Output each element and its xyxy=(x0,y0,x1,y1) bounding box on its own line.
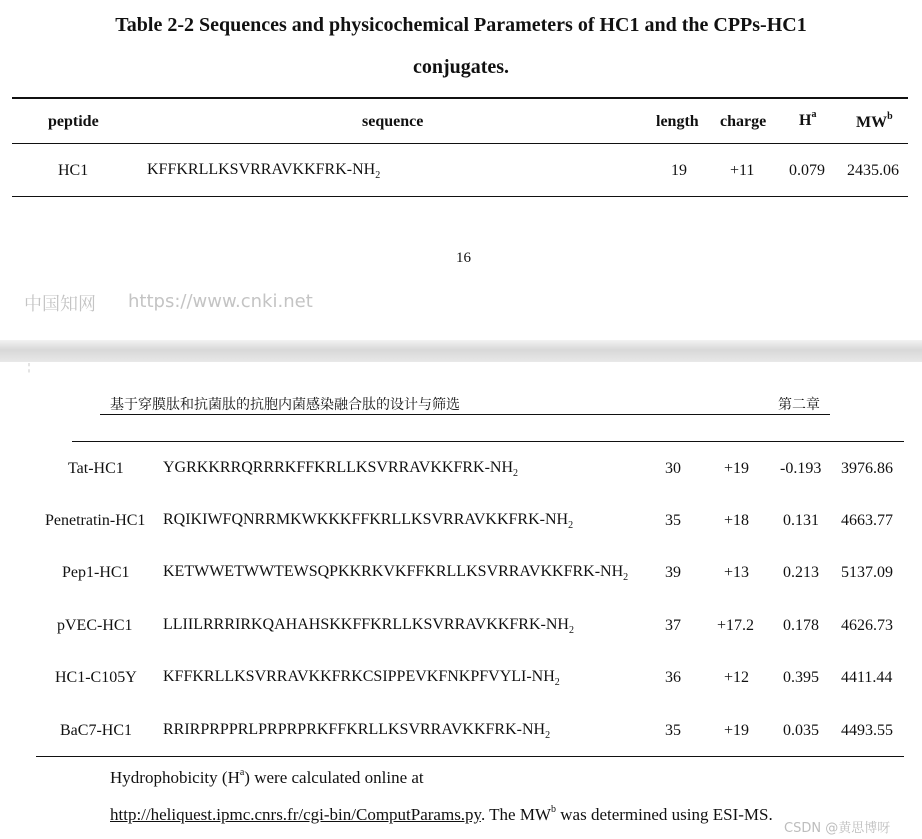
footnote-line2: http://heliquest.ipmc.cnrs.fr/cgi-bin/ComputParams.py. The $MW^b$ was determined using ESI-MS. xyxy=(110,804,773,824)
header-hydrophobicity: $H^a$ xyxy=(799,109,817,129)
table-title-line2: conjugates. xyxy=(412,56,510,78)
row-length: 35 xyxy=(665,722,681,739)
row-mw: 4626.73 xyxy=(841,617,893,634)
table2-bottom-rule xyxy=(36,756,904,757)
row-peptide: BaC7-HC1 xyxy=(60,722,132,739)
row-sequence: KFFKRLLKSVRRAVKKFRKCSIPPEVKFNKPFVYLI-$NH_2$ xyxy=(163,668,560,688)
row-h: 0.213 xyxy=(783,564,819,581)
row-sequence: KFFKRLLKSVRRAVKKFRK-$NH_2$ xyxy=(147,161,381,181)
running-header-rule xyxy=(100,414,830,415)
page-top xyxy=(0,0,922,340)
row-length: 19 xyxy=(671,162,687,179)
row-peptide: pVEC-HC1 xyxy=(57,617,133,634)
row-h: -0.193 xyxy=(780,460,822,477)
header-peptide: peptide xyxy=(48,113,99,130)
row-peptide: HC1 xyxy=(58,162,89,179)
page-separator xyxy=(0,340,922,362)
header-mw: $MW^b$ xyxy=(856,111,893,131)
row-h: 0.035 xyxy=(783,722,819,739)
row-h: 0.178 xyxy=(783,617,819,634)
row-mw: 4663.77 xyxy=(841,512,893,529)
row-sequence: LLIILRRRIRKQAHAHSKKFFKRLLKSVRRAVKKFRK-$NH_2$ xyxy=(163,616,574,636)
margin-mark: ¦ xyxy=(28,362,31,373)
row-length: 37 xyxy=(665,617,681,634)
row-mw: 5137.09 xyxy=(841,564,893,581)
heliquest-link[interactable]: http://heliquest.ipmc.cnrs.fr/cgi-bin/ComputParams.py xyxy=(110,805,481,824)
row-length: 35 xyxy=(665,512,681,529)
row-h: 0.131 xyxy=(783,512,819,529)
row-peptide: Pep1-HC1 xyxy=(62,564,130,581)
row-mw: 3976.86 xyxy=(841,460,893,477)
running-header-chapter: 第二章 xyxy=(778,397,820,413)
row-charge: +19 xyxy=(724,460,750,477)
table-title-line1: Table 2-2 Sequences and physicochemical Parameters of HC1 and the CPPs-HC1 xyxy=(115,14,807,36)
header-charge: charge xyxy=(720,113,767,130)
row-peptide: Penetratin-HC1 xyxy=(45,512,146,529)
row-mw: 4493.55 xyxy=(841,722,893,739)
row-charge: +11 xyxy=(730,162,755,179)
row-sequence: RRIRPRPPRLPRPRPRKFFKRLLKSVRRAVKKFRK-$NH_2$ xyxy=(163,721,551,741)
table-bottom-rule xyxy=(12,196,908,197)
row-charge: +18 xyxy=(724,512,750,529)
row-h: 0.079 xyxy=(789,162,825,179)
page-bottom xyxy=(0,362,922,839)
watermark-cn: 中国知网 xyxy=(24,294,96,315)
row-charge: +17.2 xyxy=(717,617,755,634)
row-charge: +12 xyxy=(724,669,750,686)
row-length: 36 xyxy=(665,669,681,686)
table-top-rule xyxy=(12,97,908,99)
row-mw: 2435.06 xyxy=(847,162,899,179)
watermark-url: https://www.cnki.net xyxy=(128,291,313,312)
csdn-watermark: CSDN @黄思博呀 xyxy=(784,821,891,836)
row-peptide: Tat-HC1 xyxy=(68,460,124,477)
row-sequence: YGRKKRRQRRRKFFKRLLKSVRRAVKKFRK-$NH_2$ xyxy=(163,459,518,479)
header-length: length xyxy=(656,113,699,130)
table2-top-rule xyxy=(72,441,904,442)
row-peptide: HC1-C105Y xyxy=(55,669,137,686)
running-header-title: 基于穿膜肽和抗菌肽的抗胞内菌感染融合肽的设计与筛选 xyxy=(110,397,460,413)
row-charge: +19 xyxy=(724,722,750,739)
table-header-rule xyxy=(12,143,908,144)
row-length: 39 xyxy=(665,564,681,581)
page-number: 16 xyxy=(456,250,471,266)
row-length: 30 xyxy=(665,460,681,477)
row-sequence: RQIKIWFQNRRMKWKKKFFKRLLKSVRRAVKKFRK-$NH_2$ xyxy=(163,511,574,531)
footnote-line1: Hydrophobicity $(H^a)$ were calculated online at xyxy=(110,767,424,787)
row-mw: 4411.44 xyxy=(841,669,893,686)
header-sequence: sequence xyxy=(362,113,424,130)
row-sequence: KETWWETWWTEWSQPKKRKVKFFKRLLKSVRRAVKKFRK-$NH_2$ xyxy=(163,563,629,583)
row-charge: +13 xyxy=(724,564,750,581)
row-h: 0.395 xyxy=(783,669,819,686)
